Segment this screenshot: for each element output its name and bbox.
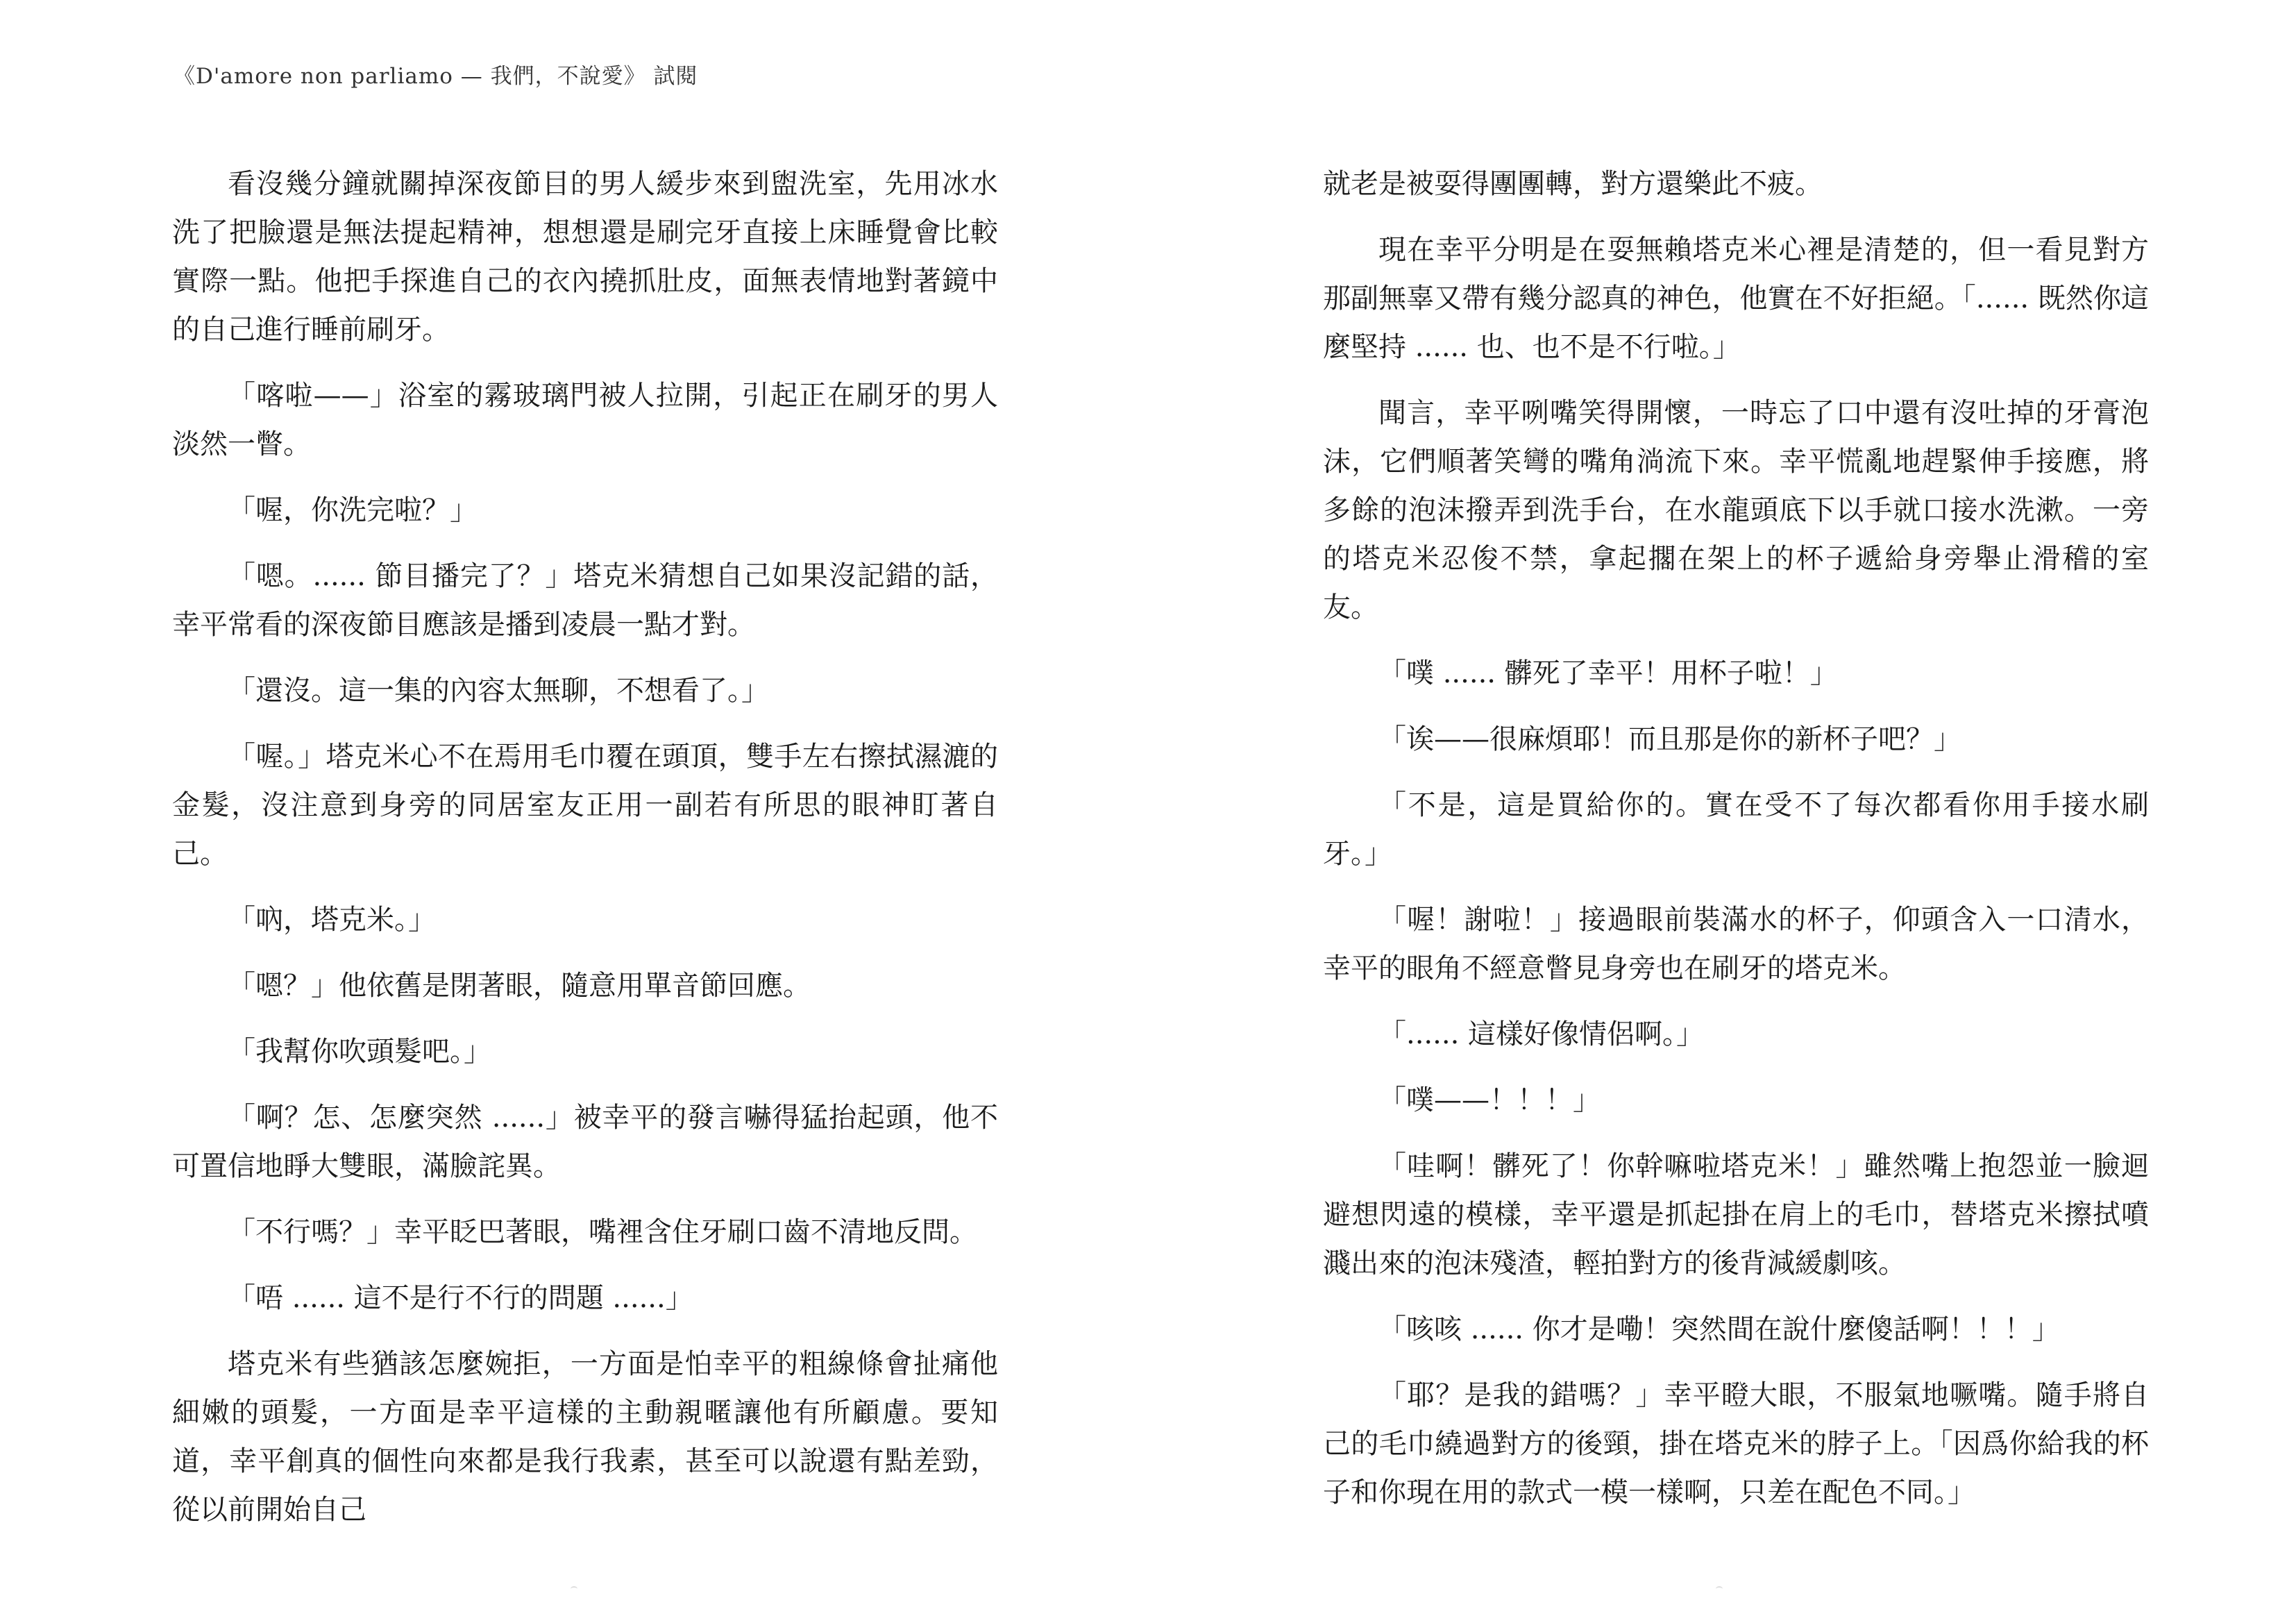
right-page-column — [1323, 160, 2149, 1534]
paragraph: 「嗯。...... 節目播完了？」塔克米猜想自己如果沒記錯的話，幸平常看的深夜節目應該是播到凌晨一點才對。 — [172, 560, 998, 641]
left-page-column — [172, 160, 998, 1551]
paragraph: 「啊？怎、怎麼突然 ......」被幸平的發言嚇得猛抬起頭，他不可置信地睜大雙眼，滿臉詫異。 — [172, 1102, 998, 1182]
paragraph: 看沒幾分鐘就關掉深夜節目的男人緩步來到盥洗室，先用冰水洗了把臉還是無法提起精神，想想還是刷完牙直接上床睡覺會比較實際一點。他把手探進自己的衣內撓抓肚皮，面無表情地對著鏡中的自己進行睡前刷牙。 — [172, 168, 998, 346]
paragraph: 「還沒。這一集的內容太無聊，不想看了。」 — [228, 675, 769, 707]
paragraph: 「吶，塔克米。」 — [228, 904, 436, 936]
paragraph: 「诶——很麻煩耶！而且那是你的新杯子吧？」 — [1378, 723, 1961, 755]
continued-paragraph: 就老是被耍得團團轉，對方還樂此不疲。 — [1323, 168, 1823, 200]
paragraph: 「哇啊！髒死了！你幹嘛啦塔克米！」雖然嘴上抱怨並一臉迴避想閃遠的模樣，幸平還是抓起掛在肩上的毛巾，替塔克米擦拭噴濺出來的泡沫殘渣，輕拍對方的後背減緩劇咳。 — [1323, 1150, 2149, 1279]
paragraph: 「噗——！！！」 — [1378, 1084, 1601, 1116]
right-page-footer-mark — [1716, 1586, 1723, 1592]
paragraph: 「嗯？」他依舊是閉著眼，隨意用單音節回應。 — [228, 970, 811, 1002]
paragraph: 「耶？是我的錯嗎？」幸平瞪大眼，不服氣地噘嘴。隨手將自己的毛巾繞過對方的後頸，掛在塔克米的脖子上。「因爲你給我的杯子和你現在用的款式一模一樣啊，只差在配色不同。」 — [1323, 1379, 2149, 1508]
paragraph: 「喀啦——」浴室的霧玻璃門被人拉開，引起正在刷牙的男人淡然一瞥。 — [172, 380, 998, 460]
paragraph: 「不行嗎？」幸平眨巴著眼，嘴裡含住牙刷口齒不清地反問。 — [228, 1216, 977, 1248]
paragraph: 聞言，幸平咧嘴笑得開懷，一時忘了口中還有沒吐掉的牙膏泡沫，它們順著笑彎的嘴角淌流下來。幸平慌亂地趕緊伸手接應，將多餘的泡沫撥弄到洗手台，在水龍頭底下以手就口接水洗漱。一旁的塔克米忍俊不禁，拿起擱在架上的杯子遞給身旁舉止滑稽的室友。 — [1323, 397, 2149, 623]
left-page-footer-mark — [571, 1586, 577, 1592]
paragraph: 「不是，這是買給你的。實在受不了每次都看你用手接水刷牙。」 — [1323, 789, 2149, 870]
paragraph: 「噗 ...... 髒死了幸平！用杯子啦！」 — [1378, 657, 1838, 689]
paragraph: 「喔！謝啦！」接過眼前裝滿水的杯子，仰頭含入一口清水，幸平的眼角不經意瞥見身旁也在刷牙的塔克米。 — [1323, 904, 2149, 984]
paragraph: 「唔 ...... 這不是行不行的問題 ......」 — [228, 1282, 693, 1314]
paragraph: 「喔。」塔克米心不在焉用毛巾覆在頭頂，雙手左右擦拭濕漉的金髮，沒注意到身旁的同居室友正用一副若有所思的眼神盯著自己。 — [172, 741, 998, 870]
paragraph: 「喔，你洗完啦？」 — [228, 494, 478, 526]
paragraph: 「...... 這樣好像情侶啊。」 — [1378, 1018, 1705, 1050]
running-header: 《D'amore non parliamo — 我們，不說愛》 試閱 — [174, 64, 698, 89]
paragraph: 塔克米有些猶該怎麼婉拒，一方面是怕幸平的粗線條會扯痛他細嫩的頭髮，一方面是幸平這樣的主動親暱讓他有所顧慮。要知道，幸平創真的個性向來都是我行我素，甚至可以說還有點差勁，從以前開始自己 — [172, 1348, 998, 1526]
paragraph: 「我幫你吹頭髮吧。」 — [228, 1036, 491, 1068]
paragraph: 「咳咳 ...... 你才是嘞！突然間在說什麼傻話啊！！！」 — [1378, 1313, 2060, 1345]
paragraph: 現在幸平分明是在耍無賴塔克米心裡是清楚的，但一看見對方那副無辜又帶有幾分認真的神色，他實在不好拒絕。「...... 既然你這麼堅持 ...... 也、也不是不行啦。」 — [1323, 234, 2149, 363]
